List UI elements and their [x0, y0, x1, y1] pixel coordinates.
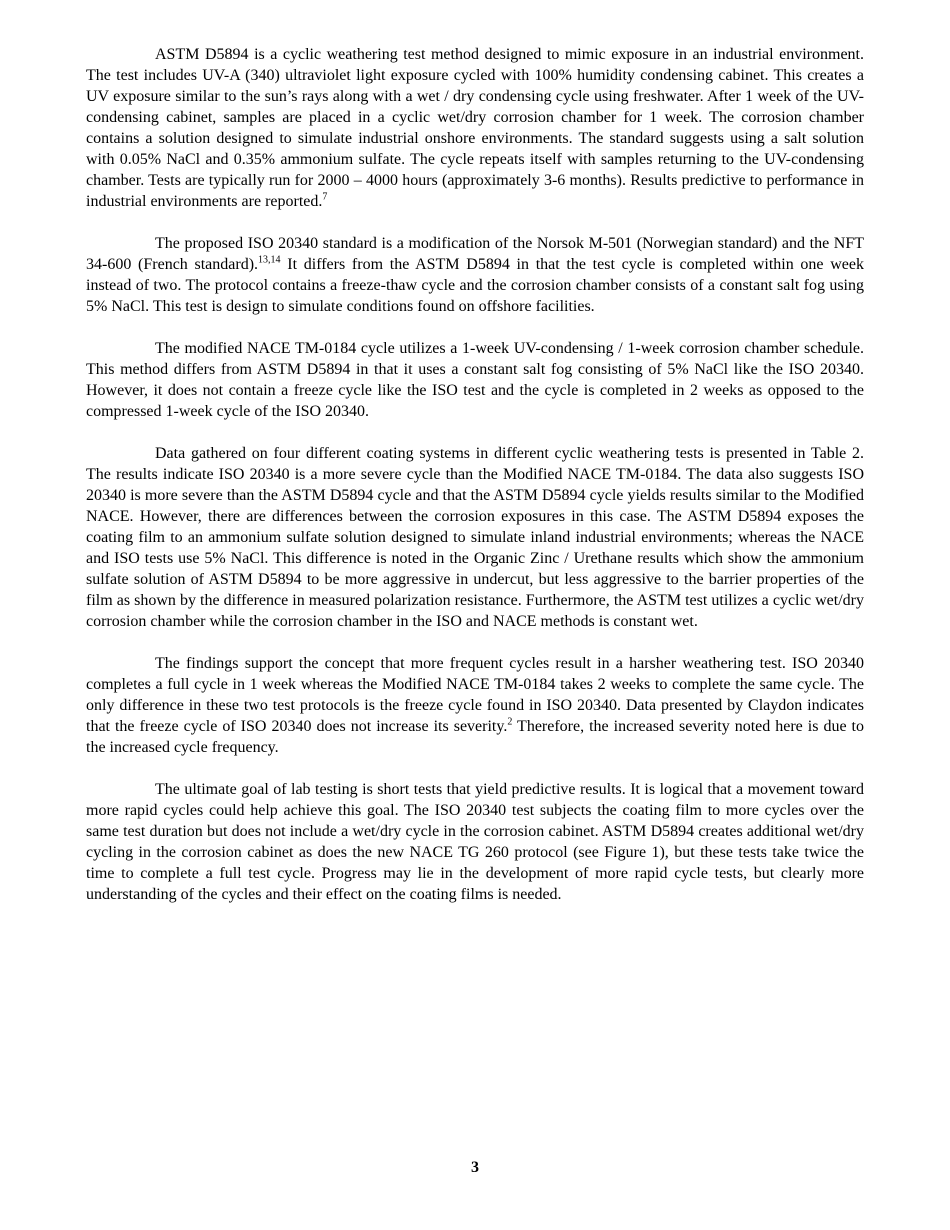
- paragraph-astm-d5894: [86, 44, 864, 212]
- paragraph-text-continued: Therefore, the increased severity noted here is due to the increased cycle frequency.: [86, 718, 864, 756]
- paragraph-data-comparison: [86, 443, 864, 632]
- paragraph-findings: [86, 653, 864, 758]
- page-number: 3: [471, 1159, 479, 1176]
- paragraph-text: The findings support the concept that more frequent cycles result in a harsher weathering test. ISO 20340 completes a full cycle in 1 week whereas the Modified NACE TM-0184 takes 2 weeks to complete the same cycle. The only difference in these two test protocols is the freeze cycle found in ISO 20340. Data presented by Claydon indicates that the freeze cycle of ISO 20340 does not increase its severity.: [86, 655, 864, 735]
- paragraph-nace-tm-0184: [86, 338, 864, 422]
- paragraph-text: The proposed ISO 20340 standard is a modification of the Norsok M-501 (Norwegian standard) and the NFT 34-600 (French standard).: [86, 235, 864, 273]
- paragraph-text: ASTM D5894 is a cyclic weathering test method designed to mimic exposure in an industrial environment. The test includes UV-A (340) ultraviolet light exposure cycled with 100% humidity condensing cabinet. This creates a UV exposure similar to the sun’s rays along with a wet / dry condensing cycle using freshwater. After 1 week of the UV-condensing cabinet, samples are placed in a cyclic wet/dry corrosion chamber for 1 week. The corrosion chamber contains a solution designed to simulate industrial onshore environments. The standard suggests using a salt solution with 0.05% NaCl and 0.35% ammonium sulfate. The cycle repeats itself with samples returning to the UV-condensing chamber. Tests are typically run for 2000 – 4000 hours (approximately 3-6 months). Results predictive to performance in industrial environments are reported.: [86, 46, 864, 210]
- paragraph-text: The modified NACE TM-0184 cycle utilizes a 1-week UV-condensing / 1-week corrosion chamber schedule. This method differs from ASTM D5894 in that it uses a constant salt fog consisting of 5% NaCl like the ISO 20340. However, it does not contain a freeze cycle like the ISO test and the cycle is completed in 2 weeks as opposed to the compressed 1-week cycle of the ISO 20340.: [86, 340, 864, 420]
- reference-superscript: 7: [322, 191, 328, 203]
- page-body: [86, 44, 864, 926]
- paragraph-text: The ultimate goal of lab testing is short tests that yield predictive results. It is logical that a movement toward more rapid cycles could help achieve this goal. The ISO 20340 test subjects the coating film to more cycles over the same test duration but does not include a wet/dry cycle in the corrosion cabinet. ASTM D5894 creates additional wet/dry cycling in the corrosion cabinet as does the new NACE TG 260 protocol (see Figure 1), but these tests take twice the time to complete a full test cycle. Progress may lie in the development of more rapid cycle tests, but clearly more understanding of the cycles and their effect on the coating films is needed.: [86, 781, 864, 903]
- paragraph-iso-20340: [86, 233, 864, 317]
- paragraph-ultimate-goal: [86, 779, 864, 905]
- reference-superscript: 2: [507, 716, 513, 728]
- paragraph-text: Data gathered on four different coating systems in different cyclic weathering tests is presented in Table 2. The results indicate ISO 20340 is a more severe cycle than the Modified NACE TM-0184. The data also suggests ISO 20340 is more severe than the ASTM D5894 cycle and that the ASTM D5894 cycle yields results similar to the Modified NACE. However, there are differences between the corrosion exposures in this case. The ASTM D5894 exposes the coating film to an ammonium sulfate solution designed to simulate inland industrial environments; whereas the NACE and ISO tests use 5% NaCl. This difference is noted in the Organic Zinc / Urethane results which show the ammonium sulfate solution of ASTM D5894 to be more aggressive in undercut, but less aggressive to the barrier properties of the film as shown by the difference in measured polarization resistance. Furthermore, the ASTM test utilizes a cyclic wet/dry corrosion chamber while the corrosion chamber in the ISO and NACE methods is constant wet.: [86, 445, 864, 630]
- reference-superscript: 13,14: [258, 254, 281, 266]
- paragraph-text-continued: It differs from the ASTM D5894 in that the test cycle is completed within one week instead of two. The protocol contains a freeze-thaw cycle and the corrosion chamber consists of a constant salt fog using 5% NaCl. This test is design to simulate conditions found on offshore facilities.: [86, 256, 864, 315]
